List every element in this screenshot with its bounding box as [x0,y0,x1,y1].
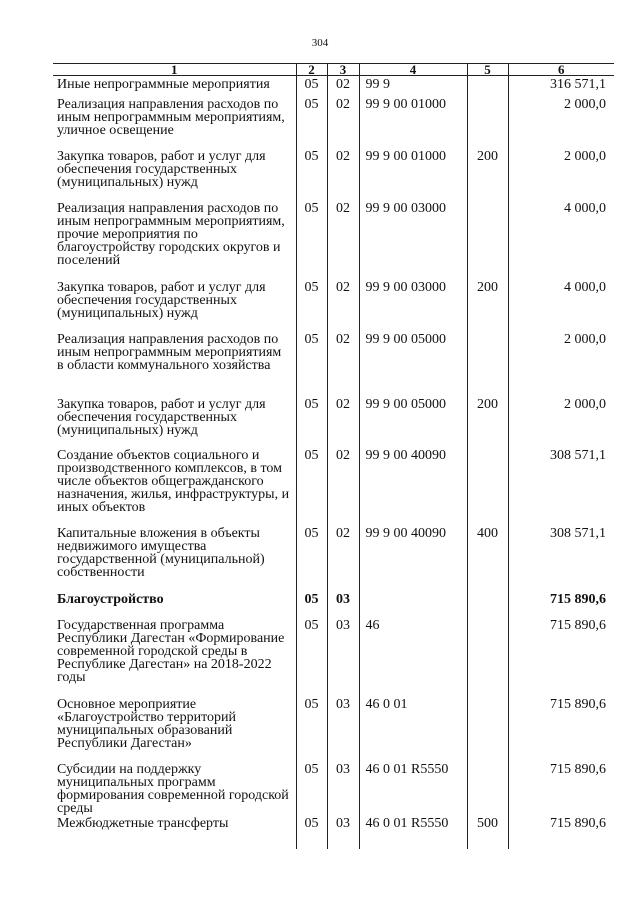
table-row [53,815,614,849]
row-section: 05 [296,447,327,525]
row-section: 05 [296,279,327,331]
row-section: 05 [296,96,327,148]
col-header-1: 1 [53,64,296,76]
row-name: Закупка товаров, работ и услуг для обеспечения государственных (муниципальных) нужд [53,279,296,331]
row-amount: 308 571,1 [508,525,614,591]
header-row [53,64,614,76]
table-row [53,76,614,96]
row-amount: 2 000,0 [508,331,614,396]
row-amount: 4 000,0 [508,279,614,331]
row-section: 05 [296,331,327,396]
row-amount: 715 890,6 [508,761,614,815]
row-expense-type: 200 [467,279,508,331]
row-expense-type: 200 [467,148,508,200]
table-row [53,617,614,696]
row-name: Капитальные вложения в объекты недвижимого имущества государственной (муниципальной) собственности [53,525,296,591]
row-amount: 715 890,6 [508,591,614,617]
row-name: Закупка товаров, работ и услуг для обеспечения государственных (муниципальных) нужд [53,148,296,200]
table-row [53,96,614,148]
row-name: Основное мероприятие «Благоустройство территорий муниципальных образований Республики Дагестан» [53,696,296,761]
row-subsection: 03 [327,617,359,696]
row-section: 05 [296,617,327,696]
row-subsection: 02 [327,200,359,279]
row-section: 05 [296,815,327,849]
row-target-code: 99 9 00 05000 [359,331,467,396]
col-header-5: 5 [467,64,508,76]
table-row [53,331,614,396]
col-header-3: 3 [327,64,359,76]
row-section: 05 [296,76,327,96]
table-row [53,148,614,200]
row-target-code: 99 9 00 03000 [359,200,467,279]
row-target-code: 99 9 00 40090 [359,525,467,591]
budget-table [53,63,614,849]
row-name: Закупка товаров, работ и услуг для обеспечения государственных (муниципальных) нужд [53,396,296,447]
row-section: 05 [296,148,327,200]
row-subsection: 02 [327,148,359,200]
row-section: 05 [296,396,327,447]
row-name: Реализация направления расходов по иным непрограммным мероприятиям, прочие мероприятия по благоустройству городских округов и поселений [53,200,296,279]
row-subsection: 03 [327,761,359,815]
table-row [53,525,614,591]
row-name: Реализация направления расходов по иным непрограммным мероприятиям, уличное освещение [53,96,296,148]
row-name: Государственная программа Республики Дагестан «Формирование современной городской среды в Республике Дагестан» на 2018-2022 годы [53,617,296,696]
row-section: 05 [296,591,327,617]
row-amount: 4 000,0 [508,200,614,279]
row-expense-type [467,761,508,815]
row-target-code: 99 9 00 03000 [359,279,467,331]
row-expense-type [467,76,508,96]
row-name: Реализация направления расходов по иным непрограммным мероприятиям в области коммунального хозяйства [53,331,296,396]
row-amount: 715 890,6 [508,696,614,761]
row-amount: 2 000,0 [508,396,614,447]
row-amount: 715 890,6 [508,815,614,849]
row-target-code [359,591,467,617]
row-subsection: 02 [327,331,359,396]
row-section: 05 [296,696,327,761]
row-name: Субсидии на поддержку муниципальных программ формирования современной городской среды [53,761,296,815]
row-section: 05 [296,200,327,279]
row-target-code: 46 0 01 R5550 [359,761,467,815]
row-subsection: 03 [327,815,359,849]
row-name: Межбюджетные трансферты [53,815,296,849]
row-expense-type [467,591,508,617]
row-expense-type [467,447,508,525]
row-amount: 308 571,1 [508,447,614,525]
page-number: 304 [311,37,329,49]
table-row [53,447,614,525]
col-header-6: 6 [508,64,614,76]
row-amount: 2 000,0 [508,96,614,148]
row-amount: 2 000,0 [508,148,614,200]
row-expense-type: 400 [467,525,508,591]
row-subsection: 02 [327,76,359,96]
row-name: Благоустройство [53,591,296,617]
row-name: Создание объектов социального и производственного комплексов, в том числе объектов общегражданского назначения, жилья, инфраструктуры, и иных объектов [53,447,296,525]
row-expense-type [467,696,508,761]
row-target-code: 99 9 00 01000 [359,148,467,200]
row-amount: 316 571,1 [508,76,614,96]
row-amount: 715 890,6 [508,617,614,696]
row-subsection: 03 [327,696,359,761]
row-section: 05 [296,525,327,591]
table-row [53,396,614,447]
row-expense-type [467,617,508,696]
table-row [53,591,614,617]
col-header-2: 2 [296,64,327,76]
row-target-code: 99 9 00 40090 [359,447,467,525]
table-row [53,200,614,279]
row-section: 05 [296,761,327,815]
row-target-code: 46 [359,617,467,696]
table-row [53,696,614,761]
row-target-code: 46 0 01 R5550 [359,815,467,849]
row-expense-type [467,200,508,279]
table-row [53,761,614,815]
row-target-code: 46 0 01 [359,696,467,761]
row-name: Иные непрограммные мероприятия [53,76,296,96]
row-subsection: 02 [327,447,359,525]
row-expense-type [467,96,508,148]
table-row [53,279,614,331]
row-expense-type: 200 [467,396,508,447]
row-subsection: 02 [327,396,359,447]
col-header-4: 4 [359,64,467,76]
row-target-code: 99 9 [359,76,467,96]
row-subsection: 03 [327,591,359,617]
row-subsection: 02 [327,279,359,331]
row-expense-type: 500 [467,815,508,849]
row-subsection: 02 [327,96,359,148]
row-target-code: 99 9 00 05000 [359,396,467,447]
row-subsection: 02 [327,525,359,591]
row-target-code: 99 9 00 01000 [359,96,467,148]
row-expense-type [467,331,508,396]
